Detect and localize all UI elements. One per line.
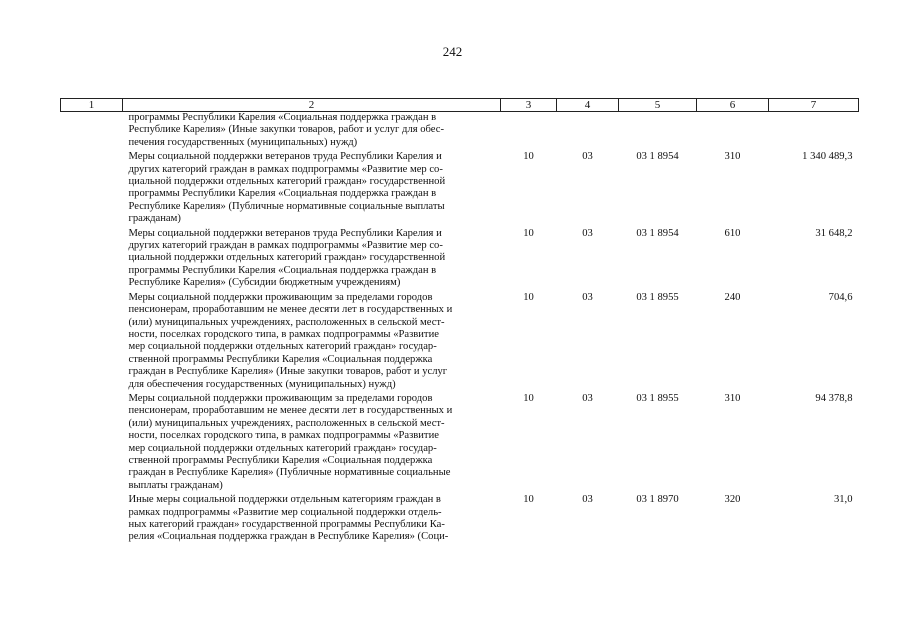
description-line: мер социальной поддержки отдельных категорий граждан» государ-: [128, 341, 437, 353]
description-line: Меры социальной поддержки проживающим за пределами городов: [128, 291, 433, 303]
description-line: Иные меры социальной поддержки отдельным категориям граждан в: [128, 494, 441, 506]
description-line: рамках подпрограммы «Развитие мер социальной поддержки отдель-: [128, 506, 442, 518]
table-header-row: [61, 99, 859, 112]
row-cell-1: [61, 494, 123, 546]
description-line: программы Республики Карелия «Социальная поддержка граждан в: [128, 112, 437, 123]
row-subsection: [557, 112, 619, 152]
row-description: [123, 292, 501, 393]
table-row: [61, 112, 859, 152]
row-cell-1: [61, 112, 123, 152]
description-line: ности, поселках городского типа, в рамках подпрограммы «Развитие: [128, 328, 439, 340]
row-section: 10: [523, 227, 534, 239]
row-section: 10: [523, 151, 534, 163]
row-target-article: 03 1 8955: [636, 392, 679, 404]
row-subsection: 03: [582, 392, 593, 404]
description-line: для обеспечения государственных (муниципальных) нужд): [128, 378, 396, 390]
row-subsection: 03: [582, 151, 593, 163]
column-header-1: 1: [61, 99, 123, 112]
description-line: ственной программы Республики Карелия «Социальная поддержка: [128, 353, 433, 365]
row-amount: 94 378,8: [815, 392, 853, 404]
description-line: циальной поддержки отдельных категорий граждан» государственной: [128, 176, 446, 188]
row-description: [123, 494, 501, 546]
table-row: [61, 393, 859, 494]
row-target-article: [619, 112, 697, 152]
row-section: [501, 112, 557, 152]
description-line: программы Республики Карелия «Социальная поддержка граждан в: [128, 188, 437, 200]
row-target-article: 03 1 8954: [636, 227, 679, 239]
description-line: (или) муниципальных учреждениях, расположенных в сельской мест-: [128, 316, 445, 328]
row-target-article: 03 1 8954: [636, 151, 679, 163]
description-line: Меры социальной поддержки проживающим за пределами городов: [128, 392, 433, 404]
row-description: [123, 228, 501, 292]
description-line: программы Республики Карелия «Социальная поддержка граждан в: [128, 264, 437, 276]
column-header-7: 7: [769, 99, 859, 112]
row-section: 10: [523, 392, 534, 404]
description-line: ственной программы Республики Карелия «Социальная поддержка: [128, 454, 433, 466]
row-amount: 31 648,2: [815, 227, 853, 239]
row-target-article: 03 1 8955: [636, 291, 679, 303]
row-expense-type: 310: [724, 392, 741, 404]
row-expense-type: 320: [724, 494, 741, 506]
row-amount: 31,0: [833, 494, 853, 506]
row-subsection: 03: [582, 494, 593, 506]
column-header-4: 4: [557, 99, 619, 112]
row-cell-1: [61, 393, 123, 494]
row-expense-type: 240: [724, 291, 741, 303]
description-line: Меры социальной поддержки ветеранов труда Республики Карелия и: [128, 151, 442, 163]
description-line: граждан в Республике Карелия» (Иные закупки товаров, работ и услуг: [128, 366, 448, 378]
budget-table: [60, 98, 859, 546]
description-line: печения государственных (муниципальных) нужд): [128, 136, 358, 148]
description-line: граждан в Республике Карелия» (Публичные нормативные социальные: [128, 467, 451, 479]
description-line: Республике Карелия» (Иные закупки товаров, работ и услуг для обес-: [128, 124, 444, 136]
row-expense-type: [697, 112, 769, 152]
description-line: пенсионерам, проработавшим не менее десяти лет в государственных и: [128, 304, 453, 316]
table-row: [61, 292, 859, 393]
column-header-2: 2: [123, 99, 501, 112]
row-section: 10: [523, 291, 534, 303]
description-line: других категорий граждан в рамках подпрограммы «Развитие мер со-: [128, 163, 443, 175]
column-header-5: 5: [619, 99, 697, 112]
description-line: циальной поддержки отдельных категорий граждан» государственной: [128, 252, 446, 264]
row-subsection: 03: [582, 291, 593, 303]
row-description: [123, 151, 501, 227]
page-number: 242: [442, 44, 463, 59]
description-line: Республике Карелия» (Субсидии бюджетным учреждениям): [128, 277, 401, 289]
column-header-3: 3: [501, 99, 557, 112]
description-line: пенсионерам, проработавшим не менее десяти лет в государственных и: [128, 405, 453, 417]
description-line: (или) муниципальных учреждениях, расположенных в сельской мест-: [128, 417, 445, 429]
description-line: ных категорий граждан» государственной программы Республики Ка-: [128, 519, 445, 530]
row-cell-1: [61, 151, 123, 227]
row-amount: 704,6: [828, 291, 853, 303]
description-line: ности, поселках городского типа, в рамках подпрограммы «Развитие: [128, 430, 439, 442]
row-section: 10: [523, 494, 534, 506]
description-line: Республике Карелия» (Публичные нормативные социальные выплаты: [128, 200, 445, 212]
description-line: гражданам): [128, 213, 181, 225]
row-target-article: 03 1 8970: [636, 494, 679, 506]
row-amount: [769, 112, 859, 152]
table-row: [61, 228, 859, 292]
description-line: других категорий граждан в рамках подпрограммы «Развитие мер со-: [128, 240, 443, 252]
column-header-6: 6: [697, 99, 769, 112]
description-line: выплаты гражданам): [128, 479, 223, 491]
description-line: Меры социальной поддержки ветеранов труда Республики Карелия и: [128, 227, 442, 239]
row-amount: 1 340 489,3: [802, 151, 853, 163]
table-row: [61, 151, 859, 227]
row-description: [123, 112, 501, 152]
row-expense-type: 310: [724, 151, 741, 163]
row-cell-1: [61, 292, 123, 393]
row-description: [123, 393, 501, 494]
row-expense-type: 610: [724, 227, 741, 239]
description-line: мер социальной поддержки отдельных категорий граждан» государ-: [128, 442, 437, 454]
row-cell-1: [61, 228, 123, 292]
table-body: [61, 112, 859, 546]
description-line: релия «Социальная поддержка граждан в Республике Карелия» (Соци-: [128, 531, 449, 543]
table-row: [61, 494, 859, 546]
row-subsection: 03: [582, 227, 593, 239]
